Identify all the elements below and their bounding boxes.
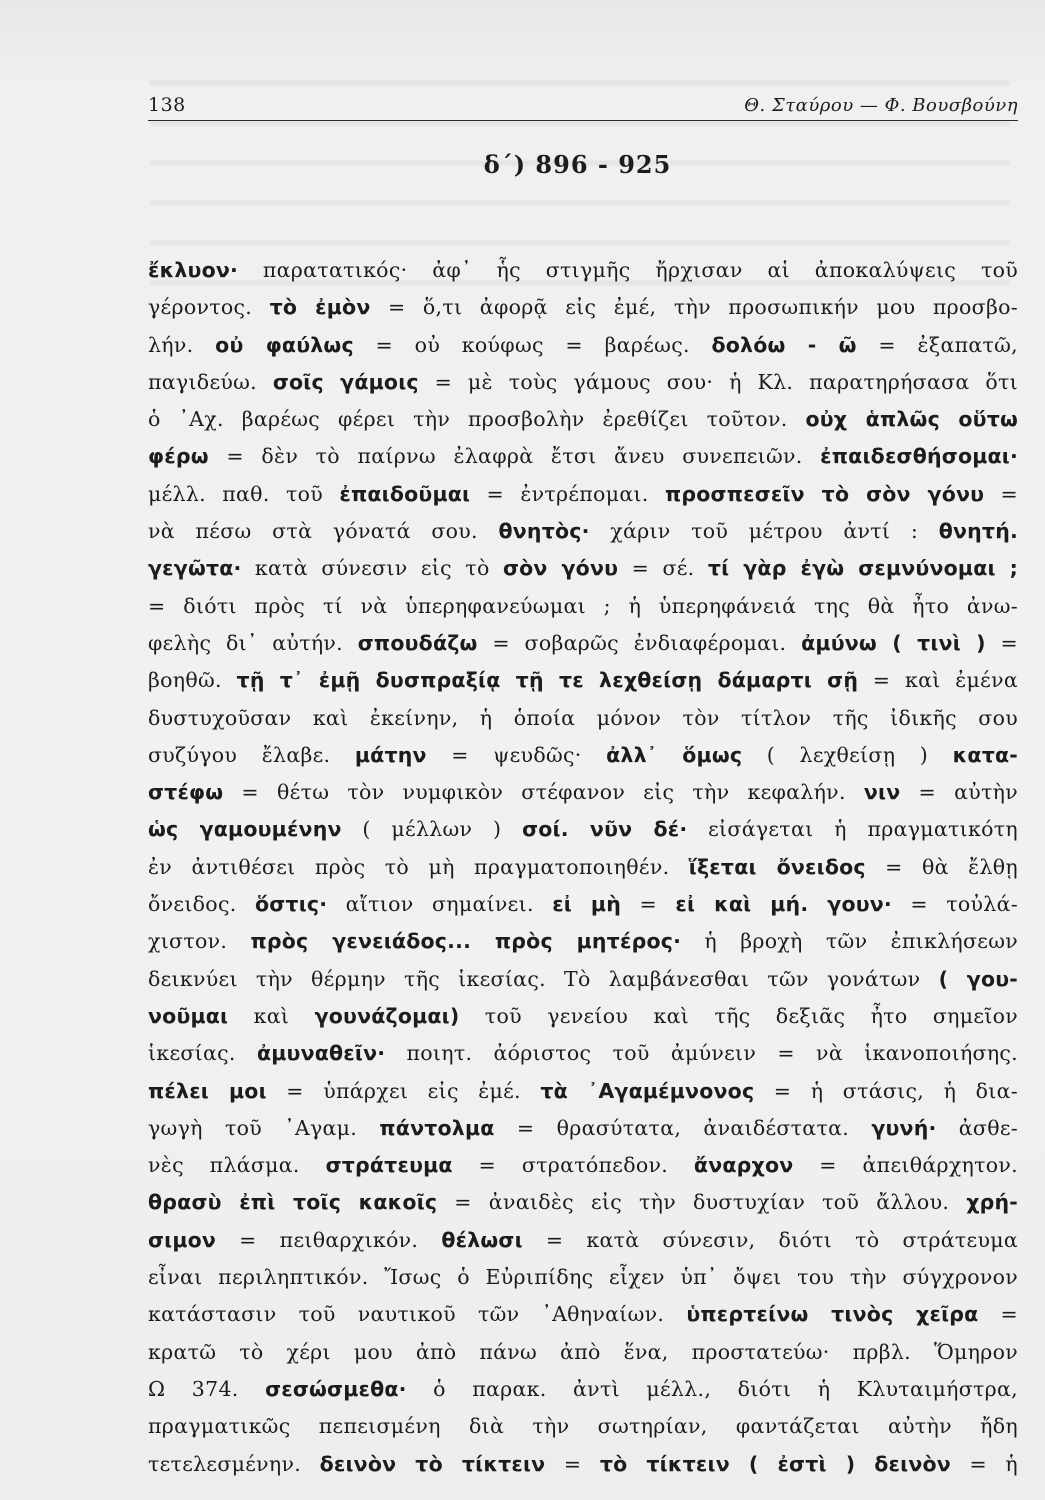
- text-line: [148, 252, 1018, 289]
- lemma-term: τί γὰρ ἐγὼ σεμνύνομαι ;: [707, 556, 1018, 581]
- gloss-text: = θέτω τὸν νυμφικὸν στέφανον εἰς τὴν κεφαλήν.: [223, 780, 864, 805]
- text-line: [148, 1184, 1018, 1221]
- gloss-text: = ἡ: [950, 1451, 1018, 1476]
- gloss-text: παγιδεύω.: [148, 369, 273, 394]
- lemma-term: τὰ ᾿Αγαμέμνονος: [540, 1078, 755, 1103]
- text-line: [148, 1334, 1018, 1371]
- text-line: [148, 1073, 1018, 1110]
- text-line: [148, 289, 1018, 326]
- text-line: [148, 774, 1018, 811]
- text-line: [148, 1371, 1018, 1408]
- lemma-term: νιν: [863, 780, 901, 805]
- lemma-term: ( γου-: [938, 966, 1018, 991]
- gloss-text: = πειθαρχικόν.: [216, 1227, 442, 1252]
- text-line: [148, 1408, 1018, 1445]
- text-line: [148, 961, 1018, 998]
- lemma-term: σεσώσμεθα·: [265, 1376, 407, 1401]
- text-line: [148, 998, 1018, 1035]
- lemma-term: ὅστις·: [254, 892, 328, 917]
- gloss-text: ἐν ἀντιθέσει πρὸς τὸ μὴ πραγματοποιηθέν.: [148, 854, 689, 879]
- gloss-text: = ἀπειθάρχητον.: [793, 1153, 1018, 1178]
- lemma-term: θνητή.: [938, 519, 1018, 544]
- gloss-text: ( μέλλων ): [341, 817, 523, 842]
- lemma-term: δεινὸν τὸ τίκτειν: [319, 1451, 546, 1476]
- gloss-text: βοηθῶ.: [148, 668, 237, 693]
- text-line: [148, 625, 1018, 662]
- gloss-text: τετελεσμένην.: [148, 1451, 320, 1476]
- lemma-term: ὡς γαμουμένην: [148, 817, 342, 842]
- lemma-term: πρὸς γενειάδος... πρὸς μητέρος·: [250, 929, 682, 954]
- lemma-term: ἔκλυον·: [148, 258, 239, 282]
- gloss-text: αἴτιον σημαίνει.: [327, 892, 553, 917]
- gloss-text: συζύγου ἔλαβε.: [148, 742, 355, 767]
- text-line: [148, 438, 1018, 475]
- gloss-text: φελὴς δι᾿ αὐτήν.: [148, 630, 358, 655]
- lemma-term: τὸ τίκτειν ( ἐστὶ ) δεινὸν: [599, 1451, 951, 1476]
- running-title: Θ. Σταύρου — Φ. Βουσβούνη: [744, 95, 1018, 116]
- gloss-text: Ω 374.: [148, 1376, 266, 1401]
- text-line: [148, 811, 1018, 848]
- gloss-text: = ἀναιδὲς εἰς τὴν δυστυχίαν τοῦ ἄλλου.: [437, 1190, 967, 1215]
- gloss-text: ὁ παρακ. ἀντὶ μέλλ., διότι ἡ Κλυταιμήστρα,: [406, 1376, 1018, 1401]
- lemma-term: σιμον: [148, 1227, 217, 1252]
- lemma-term: εἰ καὶ μή. γουν·: [675, 892, 892, 917]
- lemma-term: ἀμύνω ( τινὶ ): [801, 630, 986, 655]
- gloss-text: = μὲ τοὺς γάμους σου· ἡ Κλ. παρατηρήσασα ὅτι: [418, 369, 1018, 394]
- lemma-term: σπουδάζω: [357, 630, 478, 655]
- gloss-text: = καὶ ἐμένα: [858, 668, 1018, 693]
- gloss-text: = ὑπάρχει εἰς ἐμέ.: [266, 1078, 541, 1103]
- lemma-term: νοῦμαι: [148, 1003, 229, 1028]
- gloss-text: ὄνειδος.: [148, 892, 255, 917]
- running-head: [148, 80, 1018, 121]
- lemma-term: ἐπαιδοῦμαι: [339, 481, 471, 506]
- lemma-term: γουνάζομαι): [314, 1003, 460, 1028]
- text-line: [148, 476, 1018, 513]
- gloss-text: εἶναι περιληπτικόν. Ἴσως ὁ Εὐριπίδης εἶχεν ὑπ᾿ ὄψει του τὴν σύγχρονον: [148, 1265, 1018, 1290]
- lemma-term: τὸ ἐμὸν: [269, 295, 371, 320]
- lemma-term: σοί. νῦν δέ·: [522, 817, 688, 842]
- gloss-text: = αὐτὴν: [900, 780, 1018, 805]
- text-line: [148, 588, 1018, 625]
- gloss-text: ( λεχθείσῃ ): [742, 742, 953, 767]
- lemma-term: φέρω: [148, 444, 209, 469]
- lemma-term: μάτην: [354, 742, 427, 767]
- gloss-text: =: [545, 1451, 600, 1476]
- gloss-text: = σέ.: [618, 556, 708, 581]
- text-line: [148, 849, 1018, 886]
- lemma-term: γυνή·: [871, 1115, 937, 1140]
- text-line: [148, 1446, 1018, 1483]
- gloss-text: = θρασύτατα, ἀναιδέστατα.: [494, 1115, 872, 1140]
- gloss-text: χάριν τοῦ μέτρου ἀντί :: [589, 519, 939, 544]
- lemma-term: προσπεσεῖν τὸ σὸν γόνυ: [664, 481, 985, 506]
- gloss-text: μέλλ. παθ. τοῦ: [148, 481, 340, 506]
- gloss-text: ἀσθε-: [936, 1115, 1018, 1140]
- text-line: [148, 1222, 1018, 1259]
- gloss-text: νὰ πέσω στὰ γόνατά σου.: [148, 519, 499, 544]
- gloss-text: ποιητ. ἀόριστος τοῦ ἀμύνειν = νὰ ἱκανοποιήσης.: [385, 1041, 1018, 1066]
- gloss-text: =: [621, 892, 676, 917]
- text-line: [148, 364, 1018, 401]
- text-line: [148, 401, 1018, 438]
- gloss-text: = δὲν τὸ παίρνω ἐλαφρὰ ἔτσι ἄνευ συνεπειῶν.: [208, 444, 821, 469]
- text-line: [148, 700, 1018, 737]
- gloss-text: πραγματικῶς πεπεισμένη διὰ τὴν σωτηρίαν, φαντάζεται αὐτὴν ἤδη: [148, 1414, 1018, 1439]
- page-number: 138: [148, 94, 186, 116]
- gloss-text: κρατῶ τὸ χέρι μου ἀπὸ πάνω ἀπὸ ἕνα, προστατεύω· πρβλ. Ὅμηρον: [148, 1339, 1018, 1364]
- gloss-text: = ἐντρέπομαι.: [470, 481, 665, 506]
- lemma-term: ἀμυναθεῖν·: [256, 1041, 386, 1066]
- lemma-term: τῇ τ᾿ ἐμῇ δυσπραξίᾳ τῇ τε λεχθείσῃ δάμαρτι σῇ: [236, 668, 859, 693]
- gloss-text: γέροντος.: [148, 295, 270, 320]
- gloss-text: = θὰ ἔλθῃ: [865, 854, 1018, 879]
- text-line: [148, 550, 1018, 587]
- gloss-text: ὁ ᾿Αχ. βαρέως φέρει τὴν προσβολὴν ἐρεθίζει τοῦτον.: [148, 407, 806, 432]
- gloss-text: καὶ: [228, 1003, 315, 1028]
- lemma-term: θρασὺ ἐπὶ τοῖς κακοῖς: [148, 1190, 438, 1215]
- lemma-term: ὑπερτείνω τινὸς χεῖρα: [686, 1302, 979, 1327]
- gloss-text: = οὐ κούφως = βαρέως.: [353, 332, 712, 357]
- text-line: [148, 923, 1018, 960]
- gloss-text: = διότι πρὸς τί νὰ ὑπερηφανεύωμαι ; ἡ ὑπερηφάνειά της θὰ ἦτο ἀνω-: [148, 593, 1018, 618]
- gloss-text: = ἐξαπατῶ,: [856, 332, 1018, 357]
- text-line: [148, 1035, 1018, 1072]
- text-line: [148, 662, 1018, 699]
- gloss-text: = τοὐλά-: [891, 892, 1018, 917]
- gloss-text: = στρατόπεδον.: [452, 1153, 694, 1178]
- gloss-text: =: [984, 481, 1018, 506]
- text-line: [148, 737, 1018, 774]
- gloss-text: ἱκεσίας.: [148, 1041, 257, 1066]
- gloss-text: δεικνύει τὴν θέρμην τῆς ἱκεσίας. Τὸ λαμβάνεσθαι τῶν γονάτων: [148, 966, 939, 991]
- text-line: [148, 886, 1018, 923]
- lemma-term: στέφω: [148, 780, 224, 805]
- gloss-text: = κατὰ σύνεσιν, διότι τὸ στράτευμα: [522, 1227, 1018, 1252]
- text-line: [148, 513, 1018, 550]
- lemma-term: ἄναρχον: [693, 1153, 794, 1178]
- lemma-term: σοῖς γάμοις: [272, 369, 419, 394]
- gloss-text: παρατατικός· ἀφ᾿ ἧς στιγμῆς ἤρχισαν αἱ ἀποκαλύψεις τοῦ: [238, 258, 1018, 282]
- lemma-term: χρή-: [966, 1190, 1018, 1215]
- gloss-text: δυστυχοῦσαν καὶ ἐκείνην, ἡ ὁποία μόνον τὸν τίτλον τῆς ἰδικῆς σου: [148, 705, 1018, 730]
- gloss-text: = ἡ στάσις, ἡ δια-: [754, 1078, 1018, 1103]
- lemma-term: πέλει μοι: [148, 1078, 267, 1103]
- lemma-term: πάντολμα: [379, 1115, 495, 1140]
- gloss-text: εἰσάγεται ἡ πραγματικότη: [687, 817, 1018, 842]
- lemma-term: στράτευμα: [325, 1153, 453, 1178]
- gloss-text: λήν.: [148, 332, 216, 357]
- gloss-text: = ψευδῶς·: [426, 742, 607, 767]
- lemma-term: ἵξεται ὄνειδος: [688, 854, 866, 879]
- text-line: [148, 327, 1018, 364]
- gloss-text: = ὅ,τι ἀφορᾷ εἰς ἐμέ, τὴν προσωπικήν μου προσβο-: [370, 295, 1018, 320]
- gloss-text: = σοβαρῶς ἐνδιαφέρομαι.: [477, 630, 802, 655]
- gloss-text: ἡ βροχὴ τῶν ἐπικλήσεων: [681, 929, 1018, 954]
- section-heading: δ΄) 896 - 925: [483, 150, 672, 179]
- text-line: [148, 1296, 1018, 1333]
- gloss-text: κατὰ σύνεσιν εἰς τὸ: [241, 556, 503, 581]
- lemma-term: δολόω - ῶ: [711, 332, 857, 357]
- lemma-term: οὐχ ἁπλῶς οὕτω: [805, 407, 1018, 432]
- gloss-text: =: [978, 1302, 1018, 1327]
- lemma-term: ἀλλ᾿ ὅμως: [606, 742, 743, 767]
- text-line: [148, 1110, 1018, 1147]
- text-line: [148, 1147, 1018, 1184]
- gloss-text: τοῦ γενείου καὶ τῆς δεξιᾶς ἦτο σημεῖον: [459, 1003, 1018, 1028]
- text-line: [148, 1259, 1018, 1296]
- gloss-text: κατάστασιν τοῦ ναυτικοῦ τῶν ᾿Αθηναίων.: [148, 1302, 687, 1327]
- commentary-text: [148, 252, 1018, 1483]
- lemma-term: σὸν γόνυ: [502, 556, 619, 581]
- gloss-text: χιστον.: [148, 929, 251, 954]
- lemma-term: ἐπαιδεσθήσομαι·: [820, 444, 1018, 469]
- lemma-term: κατα-: [952, 742, 1018, 767]
- gloss-text: νὲς πλάσμα.: [148, 1153, 326, 1178]
- lemma-term: γεγῶτα·: [148, 556, 242, 581]
- lemma-term: εἰ μὴ: [552, 892, 622, 917]
- gloss-text: =: [985, 630, 1018, 655]
- lemma-term: θνητὸς·: [498, 519, 590, 544]
- lemma-term: θέλωσι: [441, 1227, 523, 1252]
- lemma-term: οὐ φαύλως: [215, 332, 354, 357]
- gloss-text: γωγὴ τοῦ ᾿Αγαμ.: [148, 1115, 380, 1140]
